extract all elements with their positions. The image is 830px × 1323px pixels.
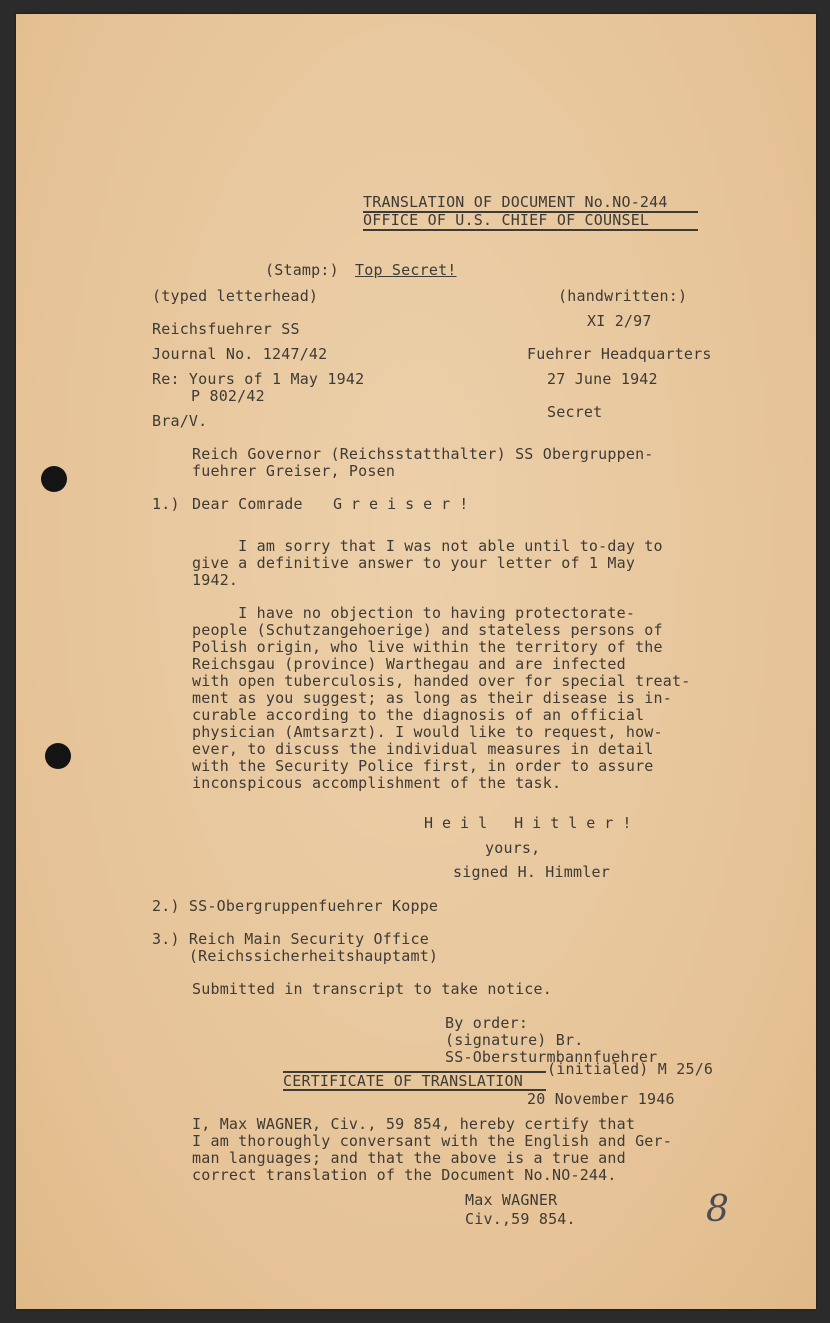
header-title: TRANSLATION OF DOCUMENT No.NO-244 xyxy=(363,193,668,211)
submitted-note: Submitted in transcript to take notice. xyxy=(192,980,552,998)
text-line: inconspicous accomplishment of the task. xyxy=(192,774,562,792)
by-order-rank: SS-Obersturmbannfuehrer xyxy=(445,1048,658,1066)
text-line: I am thoroughly conversant with the English and Ger- xyxy=(192,1132,672,1150)
stamp-label: (Stamp:) xyxy=(265,261,339,279)
header-underline-2 xyxy=(363,229,698,231)
salutation-name: Greiser! xyxy=(333,495,478,513)
classification: Secret xyxy=(547,403,603,421)
handwritten-label: (handwritten:) xyxy=(558,287,688,305)
text-line: Polish origin, who live within the territory of the xyxy=(192,638,663,656)
stamp-top-secret: Top Secret! xyxy=(355,261,457,279)
certificate-underline-top xyxy=(283,1071,546,1073)
distribution-item-2: 2.) SS-Obergruppenfuehrer Koppe xyxy=(152,897,439,915)
typed-letterhead: (typed letterhead) xyxy=(152,287,319,305)
by-order-signature: (signature) Br. xyxy=(445,1031,584,1049)
text-line: I, Max WAGNER, Civ., 59 854, hereby certify that xyxy=(192,1115,636,1133)
by-order: By order: xyxy=(445,1014,529,1032)
header-office: OFFICE OF U.S. CHIEF OF COUNSEL xyxy=(363,211,650,229)
by-order-initialed: (initialed) M 25/6 xyxy=(547,1060,714,1078)
text-line: with the Security Police first, in order to assure xyxy=(192,757,654,775)
text-line: ever, to discuss the individual measures in detail xyxy=(192,740,654,758)
closing-signed: signed H. Himmler xyxy=(453,863,610,881)
text-line: physician (Amtsarzt). I would like to request, how- xyxy=(192,723,663,741)
translator-name: Max WAGNER xyxy=(465,1191,558,1209)
sender: Reichsfuehrer SS xyxy=(152,320,300,338)
closing-heil: Heil Hitler! xyxy=(424,814,641,832)
closing-yours: yours, xyxy=(485,839,541,857)
text-line: ment as you suggest; as long as their disease is in- xyxy=(192,689,672,707)
reference-line: Re: Yours of 1 May 1942 xyxy=(152,370,365,388)
punch-hole-upper xyxy=(41,466,67,492)
text-line: Reichsgau (province) Warthegau and are infected xyxy=(192,655,626,673)
text-line: people (Schutzangehoerige) and stateless persons of xyxy=(192,621,663,639)
text-line: I am sorry that I was not able until to-day to xyxy=(192,537,663,555)
addressee-line-2: fuehrer Greiser, Posen xyxy=(192,462,396,480)
text-line: with open tuberculosis, handed over for special treat- xyxy=(192,672,691,690)
text-line: correct translation of the Document No.NO-244. xyxy=(192,1166,617,1184)
certificate-title: CERTIFICATE OF TRANSLATION xyxy=(283,1072,523,1090)
page-number: 8 xyxy=(706,1189,729,1230)
text-line: I have no objection to having protectorate- xyxy=(192,604,636,622)
handwritten-reference: XI 2/97 xyxy=(587,312,652,330)
letter-date: 27 June 1942 xyxy=(547,370,658,388)
punch-hole-lower xyxy=(45,743,71,769)
addressee-line-1: Reich Governor (Reichsstatthalter) SS Obergruppen- xyxy=(192,445,654,463)
certificate-date: 20 November 1946 xyxy=(527,1090,675,1108)
distribution-item-3: 3.) Reich Main Security Office xyxy=(152,930,429,948)
text-line: man languages; and that the above is a true and xyxy=(192,1149,626,1167)
text-line: curable according to the diagnosis of an official xyxy=(192,706,645,724)
distribution-item-3-detail: (Reichssicherheitshauptamt) xyxy=(152,947,439,965)
salutation: Dear Comrade xyxy=(192,495,303,513)
translator-id: Civ.,59 854. xyxy=(465,1210,576,1228)
text-line: give a definitive answer to your letter of 1 May xyxy=(192,554,636,572)
typist-initials: Bra/V. xyxy=(152,412,208,430)
item-number-1: 1.) xyxy=(152,495,180,513)
text-line: 1942. xyxy=(192,571,239,589)
place: Fuehrer Headquarters xyxy=(527,345,712,363)
certificate-underline xyxy=(283,1089,546,1091)
reference-number: P 802/42 xyxy=(191,387,265,405)
journal-number: Journal No. 1247/42 xyxy=(152,345,328,363)
